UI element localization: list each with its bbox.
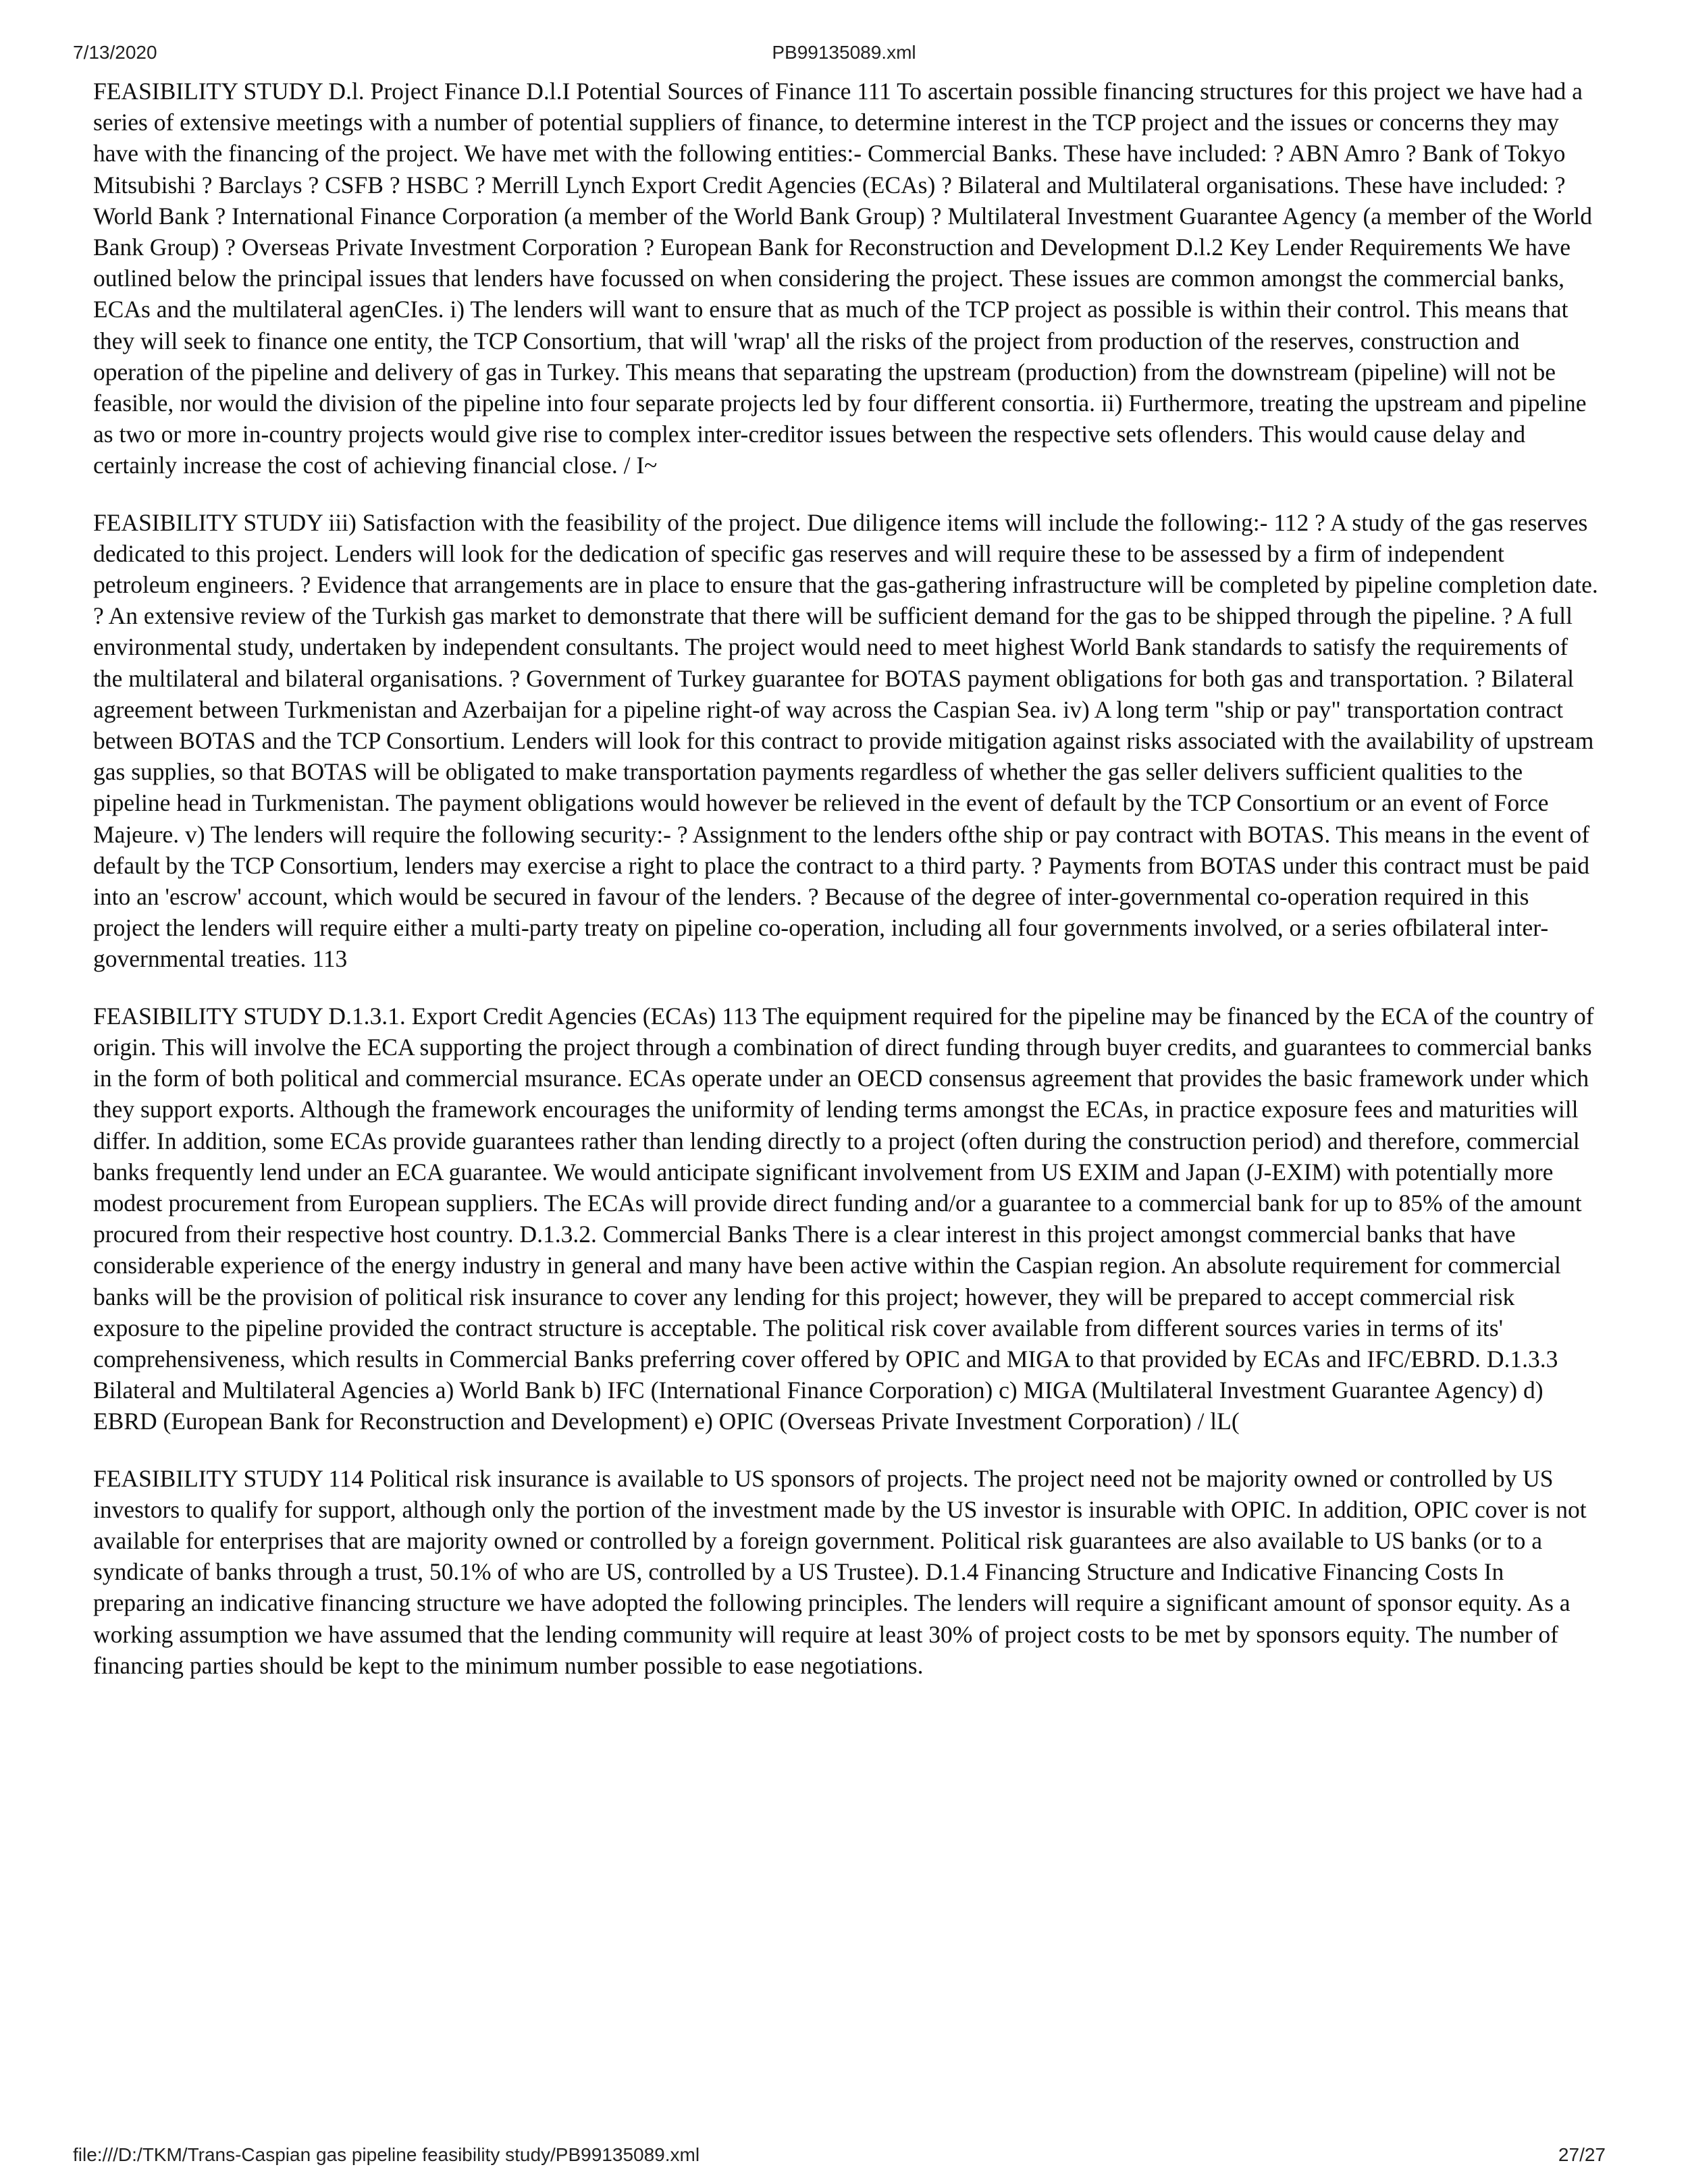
document-title: PB99135089.xml — [772, 42, 916, 63]
file-url: file:///D:/TKM/Trans-Caspian gas pipeline feasibility study/PB99135089.xml — [73, 2144, 700, 2165]
document-body — [93, 76, 1600, 1707]
paragraph-3: FEASIBILITY STUDY D.1.3.1. Export Credit Agencies (ECAs) 113 The equipment required for the pipeline may be financed by the ECA of the country of origin. This will involve the ECA supporting the project through a combination of direct funding through buyer credits, and guarantees to commercial banks in the form of both political and commercial msurance. ECAs operate under an OECD consensus agreement that provides the basic framework under which they support exports. Although the framework encourages the uniformity of lending terms amongst the ECAs, in practice exposure fees and maturities will differ. In addition, some ECAs provide guarantees rather than lending directly to a project (often during the construction period) and therefore, commercial banks frequently lend under an ECA guarantee. We would anticipate significant involvement from US EXIM and Japan (J-EXIM) with potentially more modest procurement from European suppliers. The ECAs will provide direct funding and/or a guarantee to a commercial bank for up to 85% of the amount procured from their respective host country. D.1.3.2. Commercial Banks There is a clear interest in this project amongst commercial banks that have considerable experience of the energy industry in general and many have been active within the Caspian region. An absolute requirement for commercial banks will be the provision of political risk insurance to cover any lending for this project; however, they will be prepared to accept commercial risk exposure to the pipeline provided the contract structure is acceptable. The political risk cover available from different sources varies in terms of its' comprehensiveness, which results in Commercial Banks preferring cover offered by OPIC and MIGA to that provided by ECAs and IFC/EBRD. D.1.3.3 Bilateral and Multilateral Agencies a) World Bank b) IFC (International Finance Corporation) c) MIGA (Multilateral Investment Guarantee Agency) d) EBRD (European Bank for Reconstruction and Development) e) OPIC (Overseas Private Investment Corporation) / lL( — [93, 1002, 1594, 1435]
page-header — [0, 42, 1688, 69]
paragraph-2: FEASIBILITY STUDY iii) Satisfaction with the feasibility of the project. Due diligence items will include the following:- 112 ? A study of the gas reserves dedicated to this project. Lenders will look for the dedication of specific gas reserves and will require these to be assessed by a firm of independent petroleum engineers. ? Evidence that arrangements are in place to ensure that the gas-gathering infrastructure will be completed by pipeline completion date. ? An extensive review of the Turkish gas market to demonstrate that there will be sufficient demand for the gas to be shipped through the pipeline. ? A full environmental study, undertaken by independent consultants. The project would need to meet highest World Bank standards to satisfy the requirements of the multilateral and bilateral organisations. ? Government of Turkey guarantee for BOTAS payment obligations for both gas and transportation. ? Bilateral agreement between Turkmenistan and Azerbaijan for a pipeline right-of way across the Caspian Sea. iv) A long term "ship or pay" transportation contract between BOTAS and the TCP Consortium. Lenders will look for this contract to provide mitigation against risks associated with the availability of upstream gas supplies, so that BOTAS will be obligated to make transportation payments regardless of whether the gas seller delivers sufficient qualities to the pipeline head in Turkmenistan. The payment obligations would however be relieved in the event of default by the TCP Consortium or an event of Force Majeure. v) The lenders will require the following security:- ? Assignment to the lenders ofthe ship or pay contract with BOTAS. This means in the event of default by the TCP Consortium, lenders may exercise a right to place the contract to a third party. ? Payments from BOTAS under this contract must be paid into an 'escrow' account, which would be secured in favour of the lenders. ? Because of the degree of inter-governmental co-operation required in this project the lenders will require either a multi-party treaty on pipeline co-operation, including all four governments involved, or a series ofbilateral inter-governmental treaties. 113 — [93, 508, 1598, 973]
paragraph-1: FEASIBILITY STUDY D.l. Project Finance D.l.I Potential Sources of Finance 111 To ascertain possible financing structures for this project we have had a series of extensive meetings with a number of potential suppliers of finance, to determine interest in the TCP project and the issues or concerns they may have with the financing of the project. We have met with the following entities:- Commercial Banks. These have included: ? ABN Amro ? Bank of Tokyo Mitsubishi ? Barclays ? CSFB ? HSBC ? Merrill Lynch Export Credit Agencies (ECAs) ? Bilateral and Multilateral organisations. These have included: ? World Bank ? International Finance Corporation (a member of the World Bank Group) ? Multilateral Investment Guarantee Agency (a member of the World Bank Group) ? Overseas Private Investment Corporation ? European Bank for Reconstruction and Development D.l.2 Key Lender Requirements We have outlined below the principal issues that lenders have focussed on when considering the project. These issues are common amongst the commercial banks, ECAs and the multilateral agenCIes. i) The lenders will want to ensure that as much of the TCP project as possible is within their control. This means that they will seek to finance one entity, the TCP Consortium, that will 'wrap' all the risks of the project from production of the reserves, construction and operation of the pipeline and delivery of gas in Turkey. This means that separating the upstream (production) from the downstream (pipeline) will not be feasible, nor would the division of the pipeline into four separate projects led by four different consortia. ii) Furthermore, treating the upstream and pipeline as two or more in-country projects would give rise to complex inter-creditor issues between the respective sets oflenders. This would cause delay and certainly increase the cost of achieving financial close. / I~ — [93, 78, 1592, 479]
page-footer — [0, 2144, 1688, 2171]
paragraph-4: FEASIBILITY STUDY 114 Political risk insurance is available to US sponsors of projects. The project need not be majority owned or controlled by US investors to qualify for support, although only the portion of the investment made by the US investor is insurable with OPIC. In addition, OPIC cover is not available for enterprises that are majority owned or controlled by a foreign government. Political risk guarantees are also available to US banks (or to a syndicate of banks through a trust, 50.1% of who are US, controlled by a US Trustee). D.1.4 Financing Structure and Indicative Financing Costs In preparing an indicative financing structure we have adopted the following principles. The lenders will require a significant amount of sponsor equity. As a working assumption we have assumed that the lending community will require at least 30% of project costs to be met by sponsors equity. The number of financing parties should be kept to the minimum number possible to ease negotiations. — [93, 1464, 1587, 1679]
page-number: 27/27 — [1558, 2144, 1606, 2165]
print-date: 7/13/2020 — [73, 42, 157, 63]
